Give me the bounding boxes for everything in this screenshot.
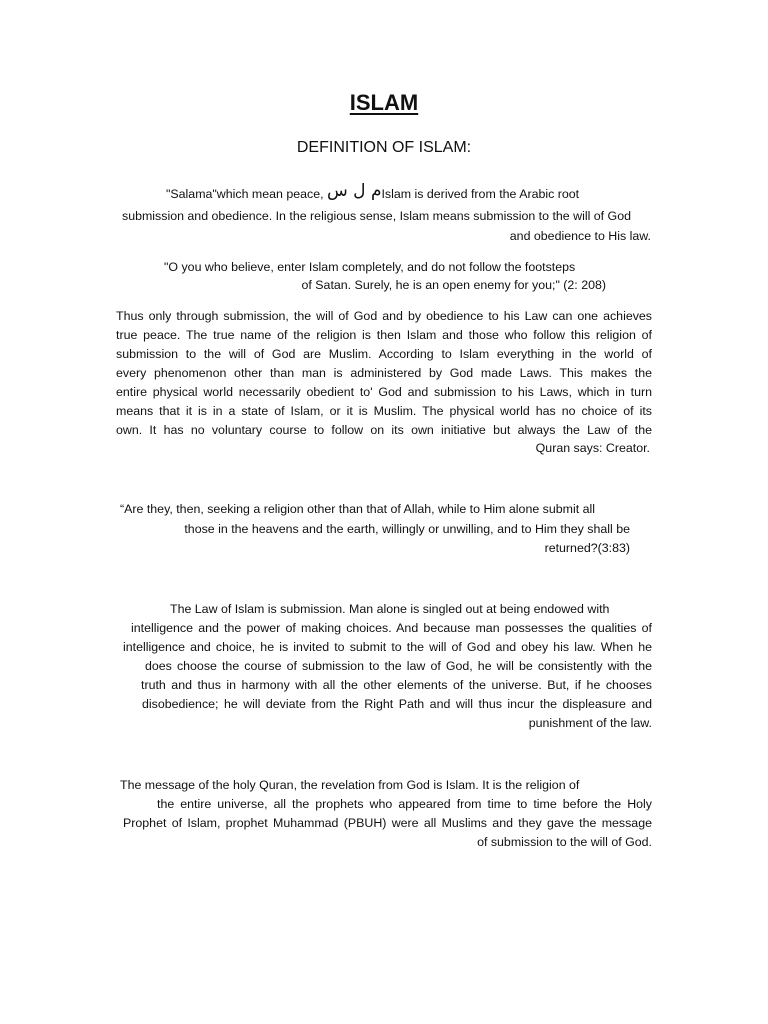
para-1-line: entire physical world necessarily obedient to' God and submission to his Laws, which in turn — [116, 385, 652, 399]
para-2-line-last: punishment of the law. — [528, 716, 652, 730]
para-2-line: intelligence and choice, he is invited to submit to the will of God and obey his law. When he — [123, 640, 652, 654]
page-title: ISLAM — [349, 90, 419, 115]
quote-1-line-2: of Satan. Surely, he is an open enemy for you;" (2: 208) — [301, 278, 606, 292]
para-3-line: The message of the holy Quran, the revelation from God is Islam. It is the religion of — [120, 778, 580, 792]
quote-2-line-1: “Are they, then, seeking a religion other than that of Allah, while to Him alone submit all — [120, 502, 596, 516]
arabic-root-word: م ل س — [327, 181, 382, 201]
para-1-line-last: Quran says: Creator. — [535, 441, 650, 455]
para-1-line: true peace. The true name of the religion is then Islam and those who follow this religion of — [116, 328, 652, 342]
para-1-line: submission to the will of God are Muslim. According to Islam everything in the world of — [116, 347, 652, 361]
definition-line-1 — [166, 181, 580, 204]
para-1-line: Thus only through submission, the will of God and by obedience to his Law can one achieves — [116, 309, 652, 323]
para-3-line-last: of submission to the will of God. — [477, 835, 652, 849]
para-2-line: truth and thus in harmony with all the other elements of the universe. But, if he chooses — [141, 678, 652, 692]
para-3-line: the entire universe, all the prophets who appeared from time to time before the Holy — [157, 797, 652, 811]
para-2-line: does choose the course of submission to the law of God, he will be consistently with the — [145, 659, 652, 673]
para-1-line: every phenomenon other than man is administered by God made Laws. This makes the — [116, 366, 652, 380]
para-2-line: intelligence and the power of making choices. And because man possesses the qualities of — [131, 621, 652, 635]
para-2-line: The Law of Islam is submission. Man alone is singled out at being endowed with — [170, 602, 610, 616]
quote-1-line-1: "O you who believe, enter Islam completely, and do not follow the footsteps — [164, 260, 576, 274]
para-1-line: own. It has no voluntary course to follow on its own initiative but always the Law of the — [116, 423, 652, 437]
definition-line-1-prefix: "Salama"which mean peace, — [166, 187, 324, 201]
definition-line-3: and obedience to His law. — [509, 229, 651, 243]
section-heading: DEFINITION OF ISLAM: — [296, 139, 472, 156]
para-3-line: Prophet of Islam, prophet Muhammad (PBUH) were all Muslims and they gave the message — [123, 816, 652, 830]
quote-2-line-2: those in the heavens and the earth, willingly or unwilling, and to Him they shall be — [184, 522, 630, 536]
definition-line-1-suffix: Islam is derived from the Arabic root — [381, 187, 580, 201]
para-2-line: disobedience; he will deviate from the Right Path and will thus incur the displeasure and — [142, 697, 652, 711]
definition-line-2: submission and obedience. In the religious sense, Islam means submission to the will of God — [122, 209, 631, 223]
quote-2-line-3: returned?(3:83) — [544, 541, 630, 555]
para-1-line: means that it is in a state of Islam, or it is Muslim. The physical world has no choice of its — [116, 404, 652, 418]
